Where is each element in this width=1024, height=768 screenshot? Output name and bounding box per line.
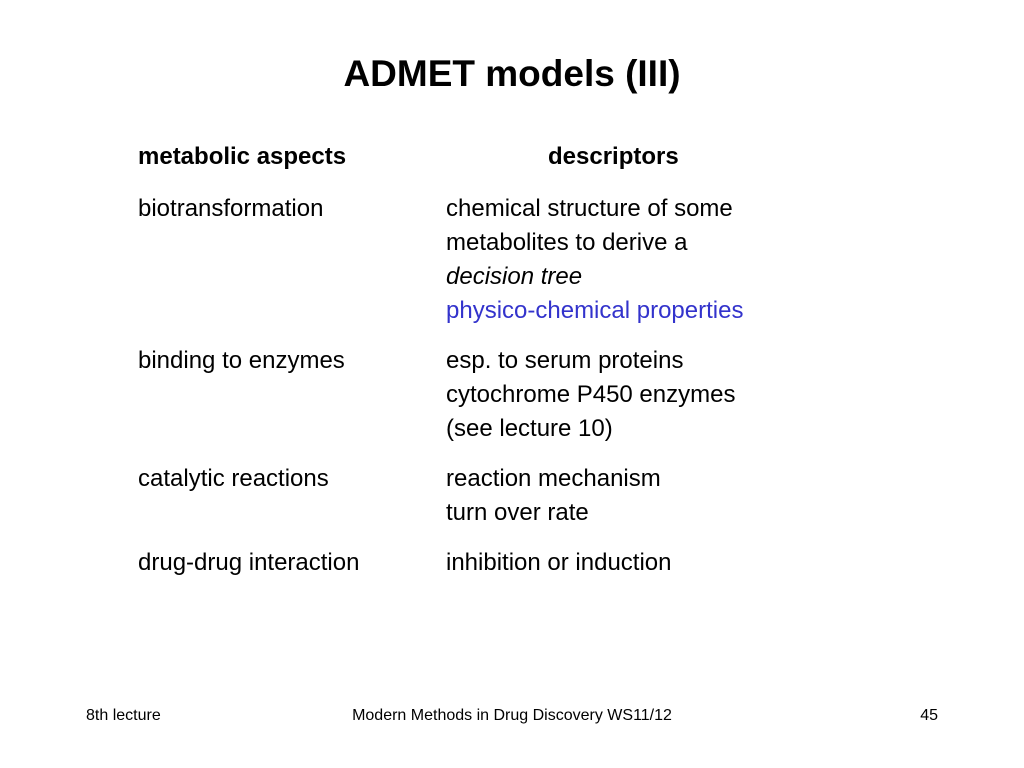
aspect-cell: binding to enzymes — [138, 347, 345, 374]
header-descriptors: descriptors — [548, 143, 679, 170]
table-row — [0, 344, 1024, 446]
table-header — [0, 140, 1024, 176]
descriptor-line-decision-tree: decision tree — [446, 263, 583, 290]
descriptor-cell — [446, 546, 1024, 580]
descriptor-line: metabolites to derive a — [446, 229, 688, 256]
descriptor-line: inhibition or induction — [446, 549, 672, 576]
descriptor-line: cytochrome P450 enzymes — [446, 381, 736, 408]
descriptor-link-physico-chemical[interactable]: physico-chemical properties — [446, 297, 744, 324]
slide-title: ADMET models (III) — [343, 53, 681, 94]
aspect-cell: catalytic reactions — [138, 465, 329, 492]
table-row — [0, 192, 1024, 328]
table-row — [0, 546, 1024, 580]
descriptor-cell — [446, 192, 1024, 328]
footer-lecture: 8th lecture — [86, 707, 161, 724]
descriptor-line: chemical structure of some — [446, 195, 733, 222]
descriptor-line: reaction mechanism — [446, 465, 661, 492]
aspect-cell: drug-drug interaction — [138, 549, 360, 576]
descriptor-line: esp. to serum proteins — [446, 347, 684, 374]
descriptor-cell — [446, 344, 1024, 446]
descriptor-line: turn over rate — [446, 499, 589, 526]
descriptor-line: (see lecture 10) — [446, 415, 613, 442]
footer-course-title: Modern Methods in Drug Discovery WS11/12 — [352, 707, 672, 724]
table-row — [0, 462, 1024, 530]
table-body — [0, 192, 1024, 596]
slide-footer — [0, 706, 1024, 726]
header-metabolic-aspects: metabolic aspects — [138, 143, 347, 170]
descriptor-cell — [446, 462, 1024, 530]
aspect-cell: biotransformation — [138, 195, 324, 222]
footer-page-number: 45 — [920, 707, 938, 724]
